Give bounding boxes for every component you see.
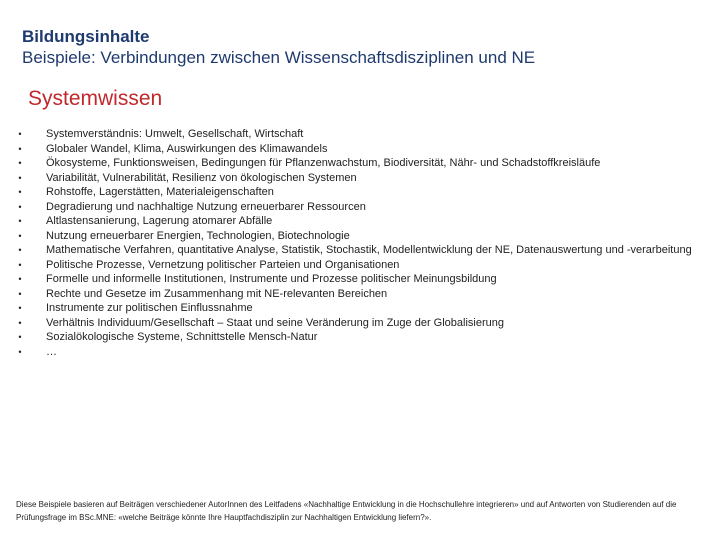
bullet-icon: • <box>18 288 22 299</box>
section-title: Systemwissen <box>28 87 163 110</box>
bullet-text: Verhältnis Individuum/Gesellschaft – Staat und seine Veränderung im Zuge der Globalisierung <box>46 316 504 329</box>
bullet-icon: • <box>18 317 22 328</box>
bullet-text: … <box>46 345 57 358</box>
bullet-icon: • <box>18 143 22 154</box>
bullet-item <box>16 229 696 244</box>
bullet-icon: • <box>18 346 22 357</box>
bullet-item <box>16 127 696 142</box>
bullet-item <box>16 156 696 171</box>
slide-subtitle: Beispiele: Verbindungen zwischen Wissenschaftsdisziplinen und NE <box>22 48 536 67</box>
bullet-item <box>16 243 696 258</box>
bullet-text: Sozialökologische Systeme, Schnittstelle Mensch-Natur <box>46 331 318 343</box>
bullet-text: Variabilität, Vulnerabilität, Resilienz von ökologischen Systemen <box>46 171 357 184</box>
bullet-icon: • <box>18 274 22 284</box>
bullet-item <box>16 345 696 360</box>
bullet-item <box>16 200 696 215</box>
bullet-item <box>16 301 696 316</box>
slide-header <box>22 26 712 68</box>
bullet-text: Altlastensanierung, Lagerung atomarer Abfälle <box>46 215 273 227</box>
bullet-text: Nutzung erneuerbarer Energien, Technologien, Biotechnologie <box>46 229 350 242</box>
slide-title: Bildungsinhalte <box>22 27 150 46</box>
bullet-text: Rechte und Gesetze im Zusammenhang mit NE-relevanten Bereichen <box>46 287 388 300</box>
bullet-item <box>16 142 696 157</box>
bullet-icon: • <box>18 259 22 270</box>
bullet-text: Ökosysteme, Funktionsweisen, Bedingungen für Pflanzenwachstum, Biodiversität, Nähr- und Schadstoffkreisläufe <box>46 157 601 169</box>
bullet-item <box>16 330 696 345</box>
bullet-text: Mathematische Verfahren, quantitative Analyse, Statistik, Stochastik, Modellentwicklung der NE, Datenauswertung und -verarbeitung <box>46 244 692 256</box>
bullet-item <box>16 272 696 287</box>
bullet-text: Degradierung und nachhaltige Nutzung erneuerbarer Ressourcen <box>46 200 366 213</box>
bullet-icon: • <box>18 303 22 313</box>
bullet-icon: • <box>18 172 22 183</box>
bullet-item <box>16 171 696 186</box>
bullet-item <box>16 258 696 273</box>
bullet-icon: • <box>18 245 22 255</box>
bullet-icon: • <box>18 187 22 197</box>
bullet-text: Politische Prozesse, Vernetzung politischer Parteien und Organisationen <box>46 258 400 271</box>
footer-note: Diese Beispiele basieren auf Beiträgen verschiedener AutorInnen des Leitfadens «Nachhaltige Entwicklung in die Hochschullehre integrieren» und auf Antworten von Studierenden auf die Prüfungsfrage im BSc.MNE: «welche Beiträge könnte Ihre Hauptfachdisziplin zur Nachhaltigen Entwicklung liefern?». <box>16 500 677 522</box>
bullet-text: Globaler Wandel, Klima, Auswirkungen des Klimawandels <box>46 142 328 155</box>
bullet-icon: • <box>18 201 22 212</box>
bullet-text: Instrumente zur politischen Einflussnahme <box>46 302 253 314</box>
bullet-item <box>16 214 696 229</box>
bullet-icon: • <box>18 158 22 168</box>
bullet-text: Systemverständnis: Umwelt, Gesellschaft, Wirtschaft <box>46 128 304 140</box>
bullet-icon: • <box>18 129 22 139</box>
bullet-item <box>16 287 696 302</box>
bullet-list <box>16 127 696 359</box>
bullet-icon: • <box>18 216 22 226</box>
bullet-icon: • <box>18 332 22 342</box>
bullet-text: Rohstoffe, Lagerstätten, Materialeigenschaften <box>46 186 274 198</box>
bullet-text: Formelle und informelle Institutionen, Instrumente und Prozesse politischer Meinungsbildung <box>46 273 497 285</box>
bullet-icon: • <box>18 230 22 241</box>
bullet-item <box>16 185 696 200</box>
bullet-item <box>16 316 696 331</box>
